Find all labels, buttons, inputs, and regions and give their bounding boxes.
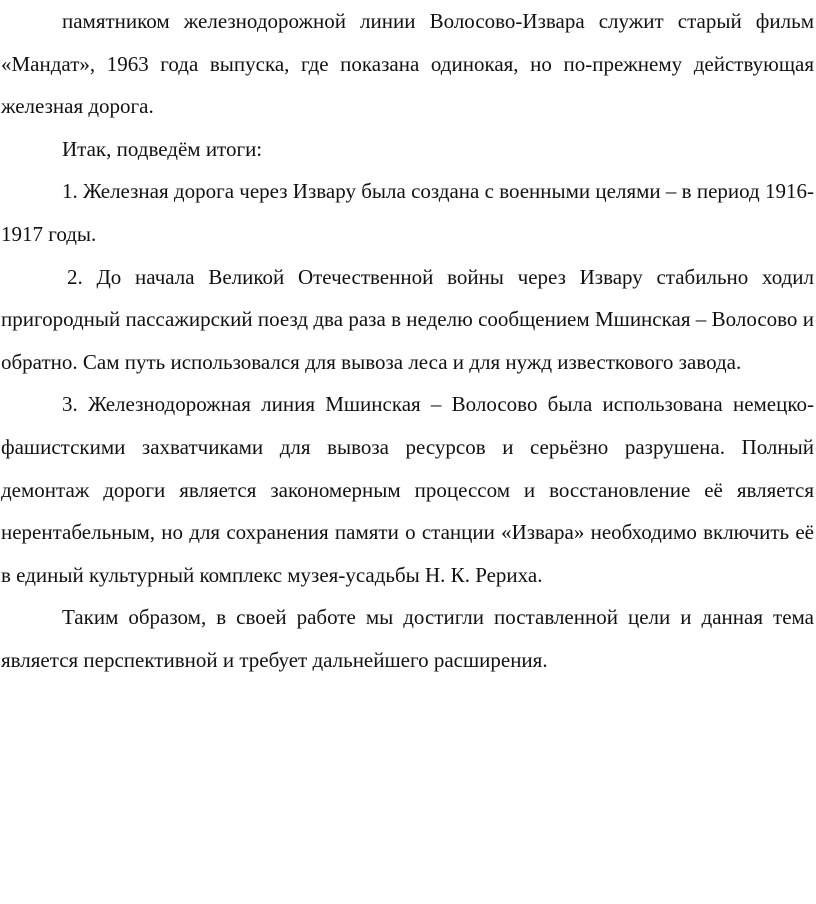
paragraph-film-mandat: памятником железнодорожной линии Волосово-Извара служит старый фильм «Мандат», 1963 года выпуска, где показана одинокая, но по-прежнему действующая железная дорога.	[1, 9, 814, 119]
paragraph-summary-intro: Итак, подведём итоги:	[62, 136, 263, 161]
paragraph-conclusion-1: 1. Железная дорога через Извару была создана с военными целями – в период 1916-1917 годы.	[1, 179, 814, 246]
paragraph-conclusion-2: 2. До начала Великой Отечественной войны через Извару стабильно ходил пригородный пассажирский поезд два раза в неделю сообщением Мшинская – Волосово и обратно. Сам путь использовался для вывоза леса и для нужд известкового завода.	[1, 264, 814, 374]
paragraph-conclusion-3: 3. Железнодорожная линия Мшинская – Волосово была использована немецко-фашистскими захватчиками для вывоза ресурсов и серьёзно разрушена. Полный демонтаж дороги является закономерным процессом и восстановление её является нерентабельным, но для сохранения памяти о станции «Извара» необходимо включить её в единый культурный комплекс музея-усадьбы Н. К. Рериха.	[1, 392, 814, 587]
paragraph-final: Таким образом, в своей работе мы достигли поставленной цели и данная тема является перспективной и требует дальнейшего расширения.	[1, 605, 814, 672]
